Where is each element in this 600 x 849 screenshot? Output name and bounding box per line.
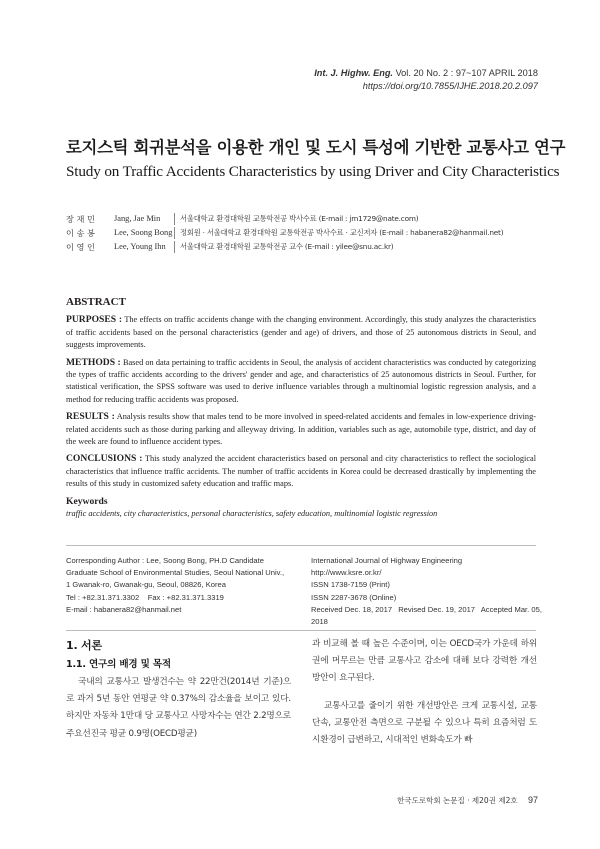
section-heading: 1. 서론 — [66, 639, 102, 652]
title-korean: 로지스틱 회귀분석을 이용한 개인 및 도시 특성에 기반한 교통사고 연구 — [66, 138, 566, 157]
body-column-right — [312, 636, 537, 749]
title-english: Study on Traffic Accidents Characteristics by using Driver and City Characteristics — [66, 163, 560, 180]
corresponding-author — [66, 555, 301, 616]
abstract-conclusions — [66, 453, 536, 490]
conclusions-label: CONCLUSIONS : — [66, 453, 143, 465]
results-label: RESULTS : — [66, 411, 115, 423]
journal-abbrev: Int. J. Highw. Eng. — [314, 68, 393, 78]
author-name-kr: 이 영 인 — [66, 242, 95, 252]
keywords-heading: Keywords — [66, 495, 108, 507]
author-name-en: Lee, Young Ihn — [114, 242, 166, 251]
received-date: Received Dec. 18, 2017 — [311, 604, 393, 614]
author-name-en: Lee, Soong Bong — [114, 228, 173, 237]
abstract-methods — [66, 357, 536, 407]
accepted-date: Accepted Mar. 05, 2018 — [311, 604, 542, 627]
abstract-results — [66, 411, 536, 448]
journal-info — [311, 555, 551, 628]
body-column-left — [66, 636, 291, 743]
author-name-en: Jang, Jae Min — [114, 214, 161, 223]
purposes-text: The effects on traffic accidents change with the changing environment. Accordingly, this study analyzes the characteristics of traffic accidents based on the personal characteristics (gender and age) of drivers, and those of 25 autonomous districts in Seoul, and suggests improvements. — [66, 315, 536, 350]
page-number: 97 — [527, 795, 538, 805]
issn-print: ISSN 1738-7159 (Print) — [311, 580, 390, 590]
methods-text: Based on data pertaining to traffic accidents in Seoul, the analysis of accident characteristics was conducted by categorizing the types of traffic accidents according to the drivers' gender and age, and characteristics of 25 autonomous districts in Seoul. Further, for statistical verification, the SPSS software was used to derive influence variables through a multinomial logistic regression analysis, and a method for reducing traffic accidents was proposed. — [66, 357, 537, 404]
abstract-section — [66, 296, 536, 521]
corr-line: 1 Gwanak-ro, Gwanak-gu, Seoul, 08826, Korea — [66, 580, 226, 590]
divider-top — [66, 545, 536, 546]
journal-volume: Vol. 20 No. 2 : 97~107 — [395, 68, 487, 78]
doi-link[interactable]: https://doi.org/10.7855/IJHE.2018.20.2.097 — [362, 81, 538, 91]
author-row — [66, 240, 546, 254]
journal-url[interactable]: http://www.ksre.or.kr/ — [311, 568, 382, 578]
abstract-heading: ABSTRACT — [66, 296, 126, 308]
author-name-kr: 이 송 봉 — [66, 228, 95, 238]
subsection-heading: 1.1. 연구의 배경 및 목적 — [66, 659, 171, 670]
author-row — [66, 226, 546, 240]
abstract-purposes — [66, 314, 536, 351]
corr-email[interactable]: E-mail : habanera82@hanmail.net — [66, 604, 182, 614]
divider-bottom — [66, 630, 536, 631]
author-affiliation: 서울대학교 환경대학원 교통학전공 교수 (E-mail : yilee@snu.ac.kr) — [180, 242, 394, 251]
author-name-kr: 장 재 민 — [66, 214, 95, 224]
issn-online: ISSN 2287-3678 (Online) — [311, 592, 397, 602]
corr-line: Graduate School of Environmental Studies, Seoul National Univ., — [66, 568, 285, 578]
author-affiliation: 서울대학교 환경대학원 교통학전공 박사수료 (E-mail : jm1729@nate.com) — [180, 214, 419, 223]
body-paragraph: 국내의 교통사고 발생건수는 약 22만건(2014년 기준)으로 과거 5년 동안 연평균 약 0.37%의 감소율을 보이고 있다. 하지만 자동차 1만대 당 교통사고 사망자수는 연간 2.2명으로 주요선진국 평균 0.9명(OECD평균) — [66, 677, 291, 739]
corr-line: Tel : +82.31.371.3302 Fax : +82.31.371.3319 — [66, 592, 224, 602]
revised-date: Revised Dec. 19, 2017 — [398, 604, 476, 614]
page-footer — [397, 795, 538, 806]
journal-header — [314, 67, 538, 93]
body-paragraph: 교통사고를 줄이기 위한 개선방안은 크게 교통시설, 교통단속, 교통안전 측면으로 구분될 수 있으나 특히 요즘처럼 도시환경이 급변하고, 시대적인 변화속도가 빠 — [312, 700, 537, 746]
journal-full-name: International Journal of Highway Engineering — [311, 556, 463, 565]
submission-dates — [311, 604, 551, 628]
methods-label: METHODS : — [66, 356, 121, 368]
footer-journal: 한국도로학회 논문집 · 제20권 제2호 — [397, 796, 518, 805]
purposes-label: PURPOSES : — [66, 314, 123, 326]
results-text: Analysis results show that males tend to be more involved in speed-related accidents and females in low-experience driving-related accidents such as those during parking and alleyway driving. In addition, variables such as age, automobile type, district, and day of the week are found to influence accident types. — [66, 412, 536, 447]
author-affiliation: 정회원 · 서울대학교 환경대학원 교통학전공 박사수료 · 교신저자 (E-mail : habanera82@hanmail.net) — [180, 228, 504, 237]
body-paragraph: 과 비교해 볼 때 높은 수준이며, 이는 OECD국가 가운데 하위권에 머무르는 만큼 교통사고 감소에 대해 보다 강력한 개선방안이 요구된다. — [312, 639, 537, 684]
conclusions-text: This study analyzed the accident characteristics based on personal and city characteristics to reflect the sociological characteristics that influence traffic accidents. The number of traffic accidents in Korea could be decreased drastically by implementing the results of this study in customized safety education and traffic maps. — [66, 454, 536, 489]
corr-line: Corresponding Author : Lee, Soong Bong, PH.D Candidate — [66, 556, 264, 565]
author-list — [66, 212, 546, 254]
keywords-text: traffic accidents, city characteristics, personal characteristics, safety education, multinomial logistic regression — [66, 509, 438, 519]
author-row — [66, 212, 546, 226]
journal-date: APRIL 2018 — [488, 68, 538, 78]
